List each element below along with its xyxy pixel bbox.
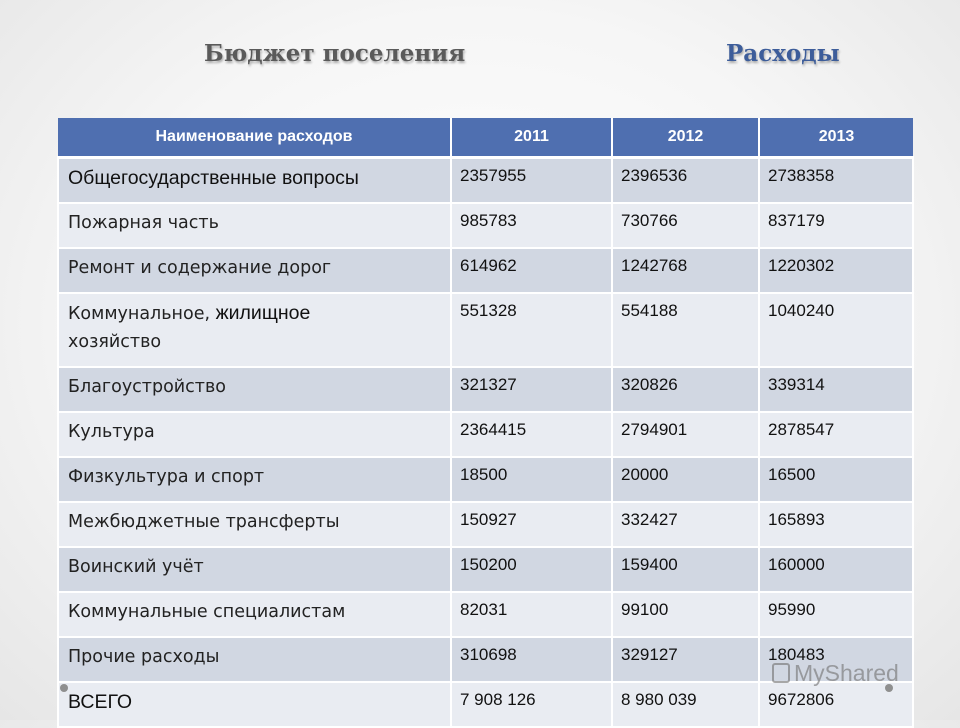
column-header-2013: 2013 [759, 118, 913, 158]
table-row-total [58, 682, 913, 727]
row-name: ВСЕГО [58, 682, 451, 727]
watermark-icon [772, 663, 790, 683]
value-2013: 160000 [759, 547, 913, 592]
value-2012: 329127 [612, 637, 759, 682]
table-row [58, 158, 913, 204]
row-name-part: Коммунальное, [68, 304, 216, 324]
table-row [58, 502, 913, 547]
row-name: Коммунальные специалистам [58, 592, 451, 637]
value-2012: 332427 [612, 502, 759, 547]
value-2012: 730766 [612, 203, 759, 248]
value-2012: 99100 [612, 592, 759, 637]
value-2011: 2364415 [451, 412, 612, 457]
value-2011: 7 908 126 [451, 682, 612, 727]
value-2011: 551328 [451, 293, 612, 367]
column-header-name: Наименование расходов [58, 118, 451, 158]
row-name: Благоустройство [58, 367, 451, 412]
value-2012: 320826 [612, 367, 759, 412]
column-header-2012: 2012 [612, 118, 759, 158]
table-row [58, 457, 913, 502]
row-name: Общегосударственные вопросы [58, 158, 451, 204]
row-name: Культура [58, 412, 451, 457]
row-name-part: жилищное [215, 302, 311, 324]
expenses-table [57, 118, 914, 728]
value-2013: 9672806 [759, 682, 913, 727]
table-row [58, 592, 913, 637]
table-row [58, 367, 913, 412]
row-name: Пожарная часть [58, 203, 451, 248]
value-2011: 985783 [451, 203, 612, 248]
table-row [58, 547, 913, 592]
value-2012: 20000 [612, 457, 759, 502]
row-name: Прочие расходы [58, 637, 451, 682]
value-2011: 150200 [451, 547, 612, 592]
value-2013: 180483 [759, 637, 913, 682]
watermark-text: MyShared [794, 660, 899, 686]
decorative-dot-left [60, 684, 68, 692]
slide-subtitle: Расходы [726, 40, 840, 67]
value-2013: 16500 [759, 457, 913, 502]
row-name: Межбюджетные трансферты [58, 502, 451, 547]
value-2013: 95990 [759, 592, 913, 637]
row-name-part: хозяйство [68, 332, 162, 352]
value-2013: 339314 [759, 367, 913, 412]
row-name [58, 293, 451, 367]
table-header-row [58, 118, 913, 158]
table-row [58, 412, 913, 457]
value-2013: 1040240 [759, 293, 913, 367]
value-2011: 321327 [451, 367, 612, 412]
row-name: Физкультура и спорт [58, 457, 451, 502]
value-2011: 82031 [451, 592, 612, 637]
value-2013: 837179 [759, 203, 913, 248]
value-2012: 554188 [612, 293, 759, 367]
value-2012: 2396536 [612, 158, 759, 204]
value-2012: 8 980 039 [612, 682, 759, 727]
value-2013: 1220302 [759, 248, 913, 293]
value-2013: 2878547 [759, 412, 913, 457]
row-name: Воинский учёт [58, 547, 451, 592]
table-row [58, 248, 913, 293]
slide-title: Бюджет поселения [204, 40, 466, 67]
table-row [58, 293, 913, 367]
value-2011: 18500 [451, 457, 612, 502]
watermark [772, 660, 899, 687]
value-2013: 2738358 [759, 158, 913, 204]
table-row [58, 203, 913, 248]
value-2011: 614962 [451, 248, 612, 293]
value-2011: 2357955 [451, 158, 612, 204]
row-name: Ремонт и содержание дорог [58, 248, 451, 293]
column-header-2011: 2011 [451, 118, 612, 158]
value-2012: 2794901 [612, 412, 759, 457]
value-2012: 1242768 [612, 248, 759, 293]
value-2011: 150927 [451, 502, 612, 547]
value-2012: 159400 [612, 547, 759, 592]
value-2013: 165893 [759, 502, 913, 547]
value-2011: 310698 [451, 637, 612, 682]
